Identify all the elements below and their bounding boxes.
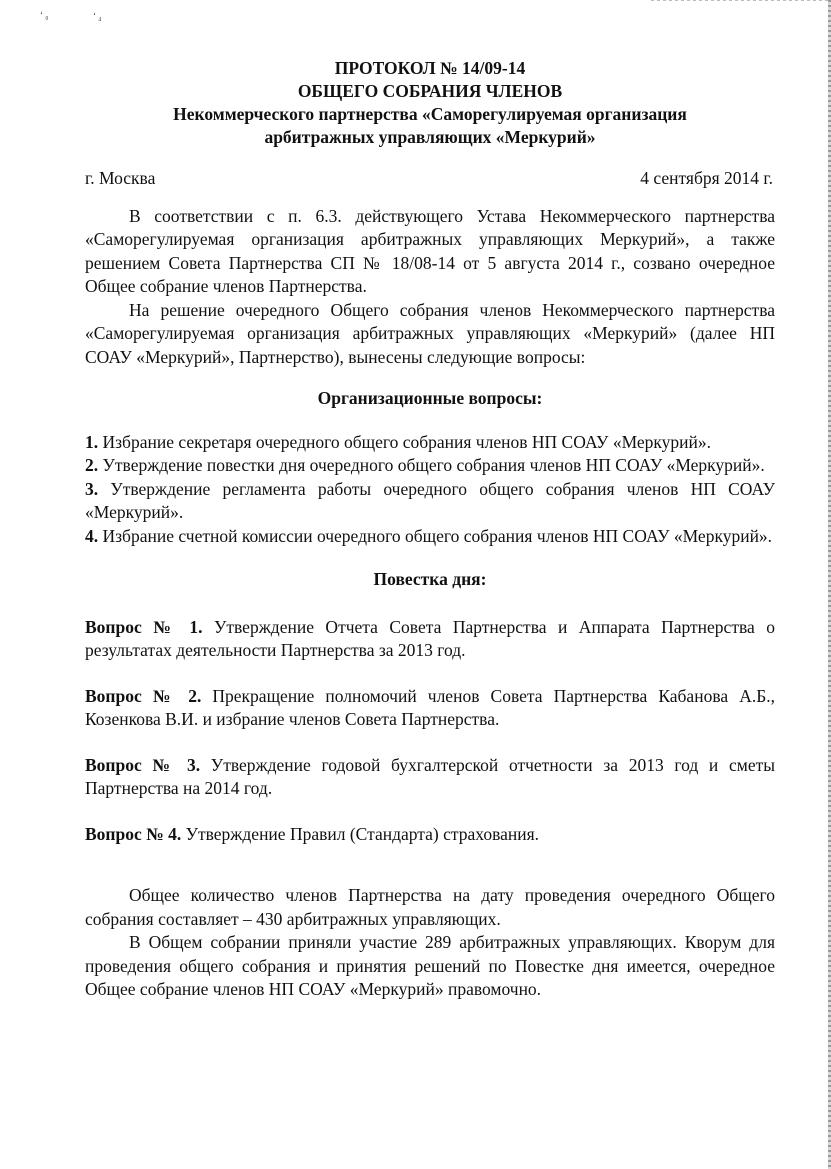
question-label: Вопрос № 3. bbox=[85, 754, 201, 775]
item-text: Избрание счетной комиссии очередного общего собрания членов НП СОАУ «Меркурий». bbox=[98, 525, 773, 546]
quorum-paragraph: В Общем собрании приняли участие 289 арбитражных управляющих. Кворум для проведения общего собрания и принятия решений по Повестке дня имеется, очередное Общее собрание членов НП СОАУ «Меркурий» правомочно. bbox=[85, 932, 775, 999]
organization-line-1: Некоммерческого партнерства «Саморегулируемая организация bbox=[173, 104, 687, 124]
agenda-question bbox=[85, 823, 775, 847]
question-text: Утверждение Правил (Стандарта) страхования. bbox=[181, 823, 540, 844]
organizational-heading: Организационные вопросы: bbox=[317, 388, 543, 408]
question-text: Утверждение годовой бухгалтерской отчетности за 2013 год и сметы Партнерства на 2014 год. bbox=[85, 754, 775, 798]
city: г. Москва bbox=[85, 168, 156, 188]
scan-edge-top bbox=[651, 0, 831, 1]
protocol-title: ПРОТОКОЛ № 14/09-14 bbox=[334, 58, 526, 78]
document-page bbox=[85, 57, 775, 1002]
agenda-list bbox=[85, 616, 775, 847]
place-date-row bbox=[85, 167, 775, 191]
document-date: 4 сентября 2014 г. bbox=[640, 168, 773, 188]
intro-paragraph-2: На решение очередного Общего собрания членов Некоммерческого партнерства «Саморегулируемая организация арбитражных управляющих «Меркурий» (далее НП СОАУ «Меркурий», Партнерство), вынесены следующие вопросы: bbox=[85, 299, 775, 367]
question-label: Вопрос № 4. bbox=[85, 823, 182, 844]
list-item bbox=[85, 525, 775, 549]
agenda-question bbox=[85, 616, 775, 663]
item-text: Избрание секретаря очередного общего собрания членов НП СОАУ «Меркурий». bbox=[98, 431, 712, 452]
list-item bbox=[85, 478, 775, 525]
agenda-question bbox=[85, 685, 775, 732]
scan-speck-right: ʻ ₄ bbox=[93, 11, 102, 21]
question-text: Утверждение Отчета Совета Партнерства и Аппарата Партнерства о результатах деятельности Партнерства за 2013 год. bbox=[85, 616, 775, 660]
intro-paragraph-1: В соответствии с п. 6.3. действующего Устава Некоммерческого партнерства «Саморегулируемая организация арбитражных управляющих Меркурий», а также решением Совета Партнерства СП № 18/08-14 от 5 августа 2014 г., созвано очередное Общее собрание членов Партнерства. bbox=[85, 205, 775, 296]
question-label: Вопрос № 1. bbox=[85, 616, 203, 637]
list-item bbox=[85, 431, 775, 455]
question-text: Прекращение полномочий членов Совета Партнерства Кабанова А.Б., Козенкова В.И. и избрание членов Совета Партнерства. bbox=[85, 685, 776, 729]
question-label: Вопрос № 2. bbox=[85, 685, 202, 706]
list-item bbox=[85, 454, 775, 478]
item-number: 1. bbox=[85, 431, 99, 452]
agenda-heading: Повестка дня: bbox=[373, 569, 487, 589]
item-text: Утверждение регламента работы очередного общего собрания членов НП СОАУ «Меркурий». bbox=[85, 478, 775, 522]
item-text: Утверждение повестки дня очередного общего собрания членов НП СОАУ «Меркурий». bbox=[98, 455, 765, 475]
agenda-question bbox=[85, 754, 775, 801]
item-number: 3. bbox=[85, 478, 99, 499]
scan-speck-left: ʻ ₀ bbox=[40, 10, 49, 20]
document-title bbox=[85, 57, 775, 149]
organizational-list bbox=[85, 431, 775, 549]
organization-line-2: арбитражных управляющих «Меркурий» bbox=[264, 127, 596, 147]
item-number: 4. bbox=[85, 525, 99, 546]
members-count-paragraph: Общее количество членов Партнерства на дату проведения очередного Общего собрания составляет – 430 арбитражных управляющих. bbox=[85, 885, 775, 929]
item-number: 2. bbox=[85, 455, 99, 475]
meeting-title: ОБЩЕГО СОБРАНИЯ ЧЛЕНОВ bbox=[297, 81, 563, 101]
